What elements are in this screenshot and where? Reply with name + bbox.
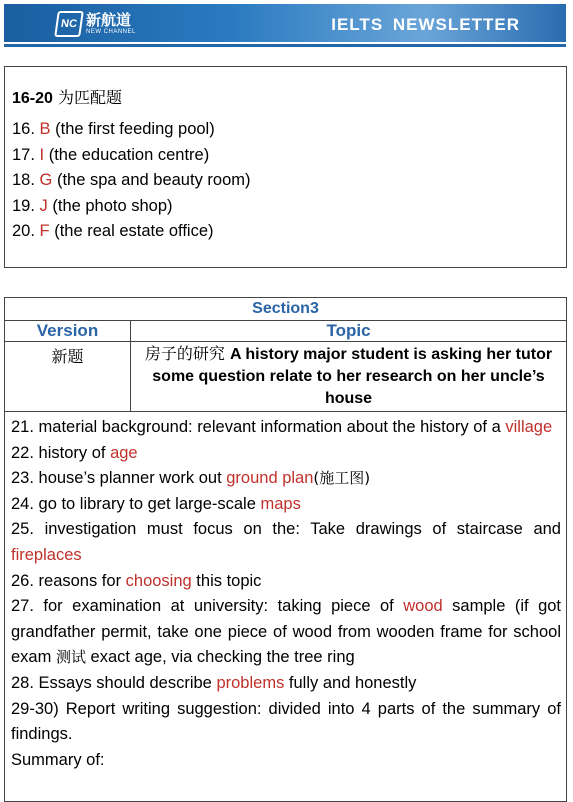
question-24: 24. go to library to get large-scale maps: [11, 494, 301, 513]
question-28: 28. Essays should describe problems fully and honestly: [11, 673, 417, 692]
question-25: 25. investigation must focus on the: Take drawings of staircase and fireplaces: [11, 520, 561, 564]
section3-table: [4, 297, 567, 802]
answer-item: 20. F (the real estate office): [12, 222, 214, 240]
answer-item: 19. J (the photo shop): [12, 197, 173, 215]
answer-item: 18. G (the spa and beauty room): [12, 171, 251, 189]
version-column-header: Version: [5, 321, 131, 342]
question-23: 23. house’s planner work out ground plan(施工图): [11, 469, 371, 488]
question-22: 22. history of age: [11, 443, 138, 462]
header-divider: [4, 44, 566, 47]
newsletter-title: IELTS NEWSLETTER: [331, 15, 520, 34]
matching-answers-box: [4, 66, 567, 268]
topic-description: 房子的研究 A history major student is asking her tutor some question relate to her research on her uncle’s house: [131, 342, 567, 412]
logo-english-name: NEW CHANNEL: [86, 29, 136, 35]
logo-chinese-name: 新航道: [86, 12, 132, 29]
topic-column-header: Topic: [131, 321, 567, 342]
answer-item: 17. I (the education centre): [12, 146, 210, 164]
section-title: Section3: [5, 298, 567, 321]
question-27: 27. for examination at university: taking piece of wood sample (if got grandfather permit, take one piece of wood from wooden frame for school exam 测试 exact age, via checking the tree ring: [11, 597, 562, 667]
question-29-30: 29-30) Report writing suggestion: divided into 4 parts of the summary of findings.: [11, 699, 561, 744]
question-21: 21. material background: relevant information about the history of a village: [11, 418, 553, 436]
questions-body: [5, 412, 567, 802]
brand-logo: [56, 11, 136, 37]
question-26: 26. reasons for choosing this topic: [11, 571, 262, 590]
answer-item: 16. B (the first feeding pool): [12, 120, 215, 138]
newsletter-header: [4, 4, 566, 42]
matching-heading: 16-20 为匹配题: [12, 88, 123, 107]
summary-label: Summary of:: [11, 750, 105, 769]
logo-icon: NC: [54, 11, 84, 37]
version-value: 新题: [5, 342, 131, 412]
